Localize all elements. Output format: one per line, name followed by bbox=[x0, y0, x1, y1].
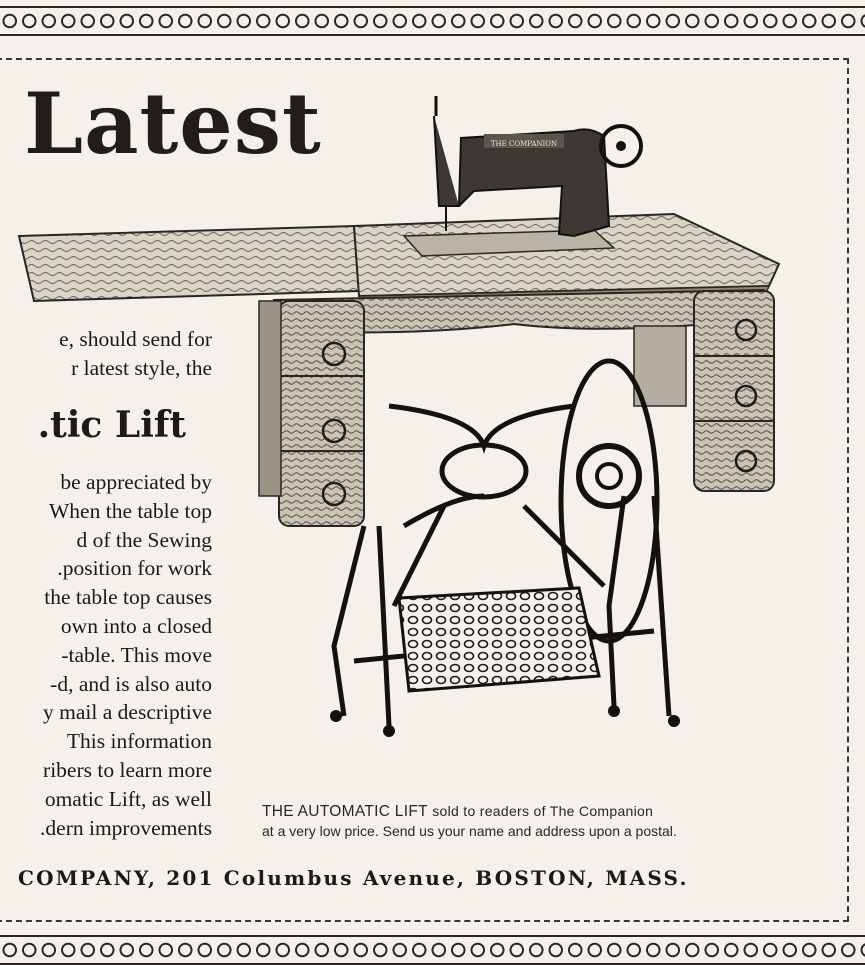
body-line: the table top causes bbox=[44, 585, 212, 610]
body-line: table. This move- bbox=[61, 642, 212, 667]
caption-line1: sold to readers of The Companion bbox=[432, 803, 654, 819]
body-line: be appreciated by bbox=[60, 470, 212, 494]
body-line: y mail a descriptive bbox=[43, 700, 212, 725]
body-line: d of the Sewing bbox=[76, 527, 212, 552]
machine-decal: THE COMPANION bbox=[490, 140, 558, 148]
caption-line2: at a very low price. Send us your name and address upon a postal. bbox=[262, 823, 677, 839]
body-line: This information bbox=[66, 729, 212, 754]
body-line: own into a closed bbox=[60, 613, 212, 638]
ornamental-border-top bbox=[0, 6, 865, 36]
body-line: When the table top bbox=[49, 498, 212, 523]
caption-title: THE AUTOMATIC LIFT bbox=[262, 803, 428, 820]
subheading: tic Lift. bbox=[37, 404, 186, 446]
intro-line: r latest style, the bbox=[71, 356, 212, 380]
body-line: position for work. bbox=[57, 556, 212, 581]
headline: Latest bbox=[24, 74, 322, 173]
intro-line: e, should send for bbox=[59, 327, 212, 351]
body-line: omatic Lift, as well bbox=[44, 786, 212, 811]
body-line: ribers to learn more bbox=[43, 757, 212, 782]
body-line: dern improvements. bbox=[40, 815, 212, 840]
illustration-caption bbox=[262, 803, 802, 839]
body-line: d, and is also auto- bbox=[50, 671, 212, 696]
ornamental-border-bottom bbox=[0, 935, 865, 965]
company-address: COMPANY, 201 Columbus Avenue, BOSTON, MASS. bbox=[18, 866, 689, 890]
sewing-machine-illustration bbox=[14, 86, 794, 756]
